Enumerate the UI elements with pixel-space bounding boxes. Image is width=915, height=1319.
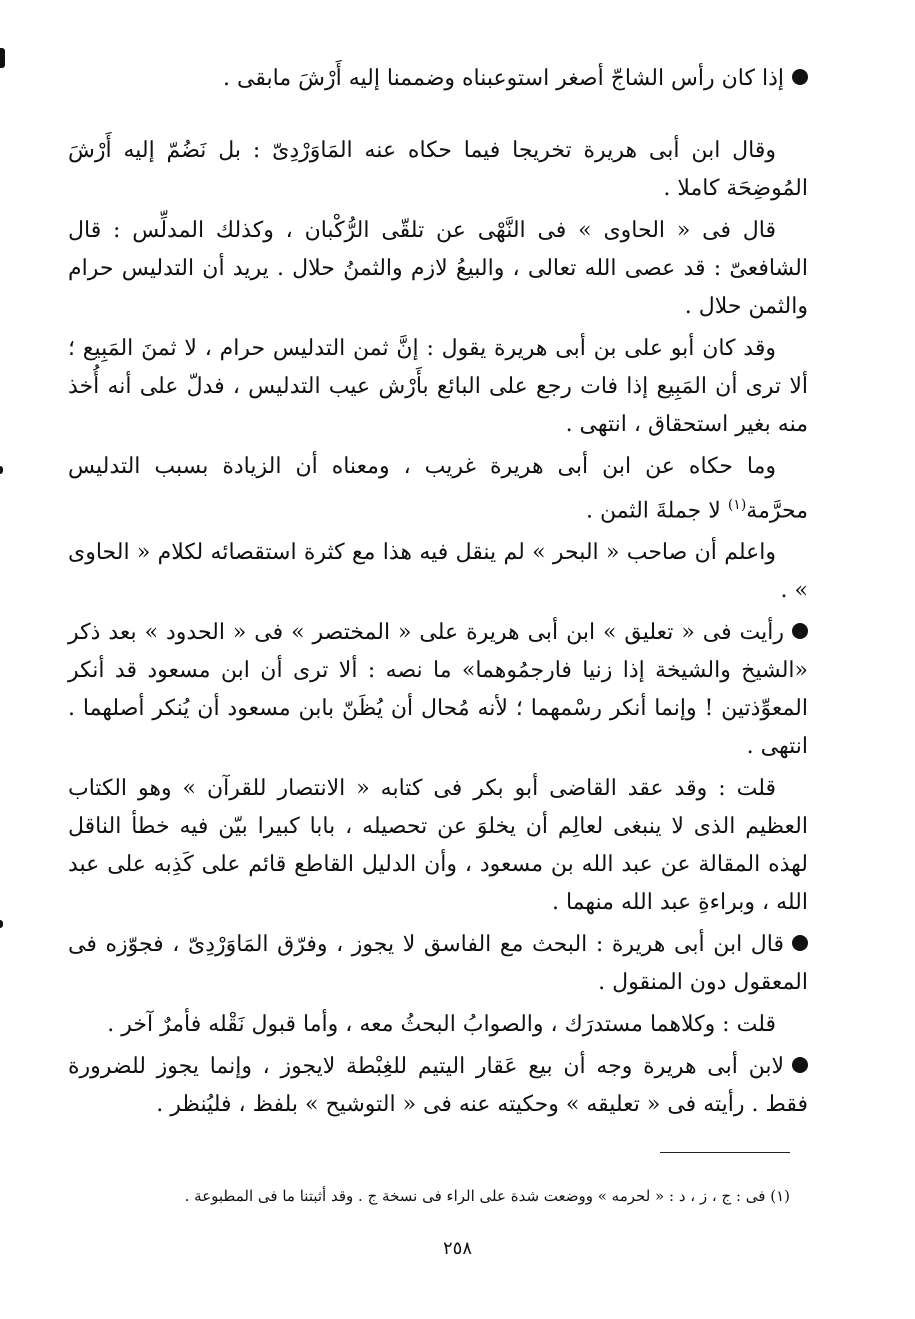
paragraph-text: لا جملةَ الثمن .: [585, 498, 728, 524]
paragraph-text: وقال ابن أبى هريرة تخريجا فيما حكاه عنه المَاوَرْدِىّ : بل نَضُمّ إليه أَرْشَ المُوضِحَة كاملا .: [68, 138, 808, 201]
paragraph-text: قال ابن أبى هريرة : البحث مع الفاسق لا يجوز ، وفرّق المَاوَرْدِىّ ، فجوّزه فى المعقول دون المنقول .: [68, 932, 808, 996]
paragraph: [68, 926, 808, 1002]
paragraph: [68, 770, 808, 922]
paragraph-text: وقد كان أبو على بن أبى هريرة يقول : إنَّ ثمن التدليس حرام ، لا ثمنَ المَبِيع ؛ ألا ترى أن المَبِيع إذا فات رجع على البائع بأَرْش عيب التدليس ، فدلّ على أنه أُخذ منه بغير استحقاق ، انتهى .: [68, 336, 808, 437]
paragraph: [68, 448, 808, 530]
paragraph: [68, 614, 808, 766]
paragraph-text: رأيت فى « تعليق » ابن أبى هريرة على « المختصر » فى « الحدود » بعد ذكر «الشيخ والشيخة إذا زنيا فارجمُوهما» ما نصه : ألا ترى أن ابن مسعود قد أنكر المعوِّذتين ! وإنما أنكر رسْمهما ؛ لأنه مُحال أن يُظَنّ بابن مسعود أن يُنكر أصلهما . انتهى .: [68, 620, 808, 760]
paragraph: [68, 60, 808, 98]
bullet-icon: [792, 69, 808, 85]
paragraph: [68, 212, 808, 326]
bullet-icon: [792, 623, 808, 639]
spacer: [68, 102, 808, 132]
paragraph-text: واعلم أن صاحب « البحر » لم ينقل فيه هذا مع كثرة استقصائه لكلام « الحاوى » .: [68, 540, 808, 604]
paragraph: [68, 132, 808, 208]
paragraph-text: قلت : وقد عقد القاضى أبو بكر فى كتابه « الانتصار للقرآن » وهو الكتاب العظيم الذى لا ينبغى لعالِم أن يخلوَ عن تحصيله ، بابا كبيرا بيّن فيه خطأ الناقل لهذه المقالة عن عبد الله بن مسعود ، وأن الدليل القاطع قائم على كَذِبه على عبد الله ، وبراءةِ عبد الله منهما .: [68, 776, 808, 916]
paragraph: [68, 1006, 808, 1044]
paragraph: [68, 1048, 808, 1124]
footnote: (١) فى : ج ، ز ، د : « لحرمه » ووضعت شدة على الراء فى نسخة ج . وقد أثبتنا ما فى المطبوعة .: [184, 1187, 790, 1205]
footnote-divider: [660, 1152, 790, 1153]
paragraph-text: قال فى « الحاوى » فى النَّهْى عن تلقّى الرُّكْبان ، وكذلك المدلِّس : قال الشافعىّ : قد عصى الله تعالى ، والبيعُ لازم والثمنُ حلال . يريد أن التدليس حرام والثمن حلال .: [68, 218, 809, 319]
paragraph: [68, 534, 808, 610]
page-edge-mark: [0, 48, 5, 68]
paragraph-text: إذا كان رأس الشاجّ أصغر استوعبناه وضممنا إليه أَرْشَ مابقى .: [223, 66, 784, 91]
paragraph: [68, 330, 808, 444]
page-number: ٢٥٨: [442, 1238, 472, 1259]
paragraph-text: لابن أبى هريرة وجه أن بيع عَقار اليتيم للغِبْطة لايجوز ، وإنما يجوز للضرورة فقط . رأيته فى « تعليقه » وحكيته عنه فى « التوشيح » بلفظ ، فليُنظر .: [68, 1054, 808, 1118]
page-edge-mark: [0, 466, 3, 474]
paragraph-text: وما حكاه عن ابن أبى هريرة غريب ، ومعناه أن الزيادة بسبب التدليس محرَّمة: [68, 454, 808, 524]
bullet-icon: [792, 935, 808, 951]
footnote-marker: (١): [727, 497, 747, 513]
bullet-icon: [792, 1057, 808, 1073]
paragraph-text: قلت : وكلاهما مستدرَك ، والصوابُ البحثُ معه ، وأما قبول نَقْله فأمرٌ آخر .: [107, 1012, 776, 1038]
page-edge-mark: [0, 920, 3, 928]
main-text: [68, 60, 808, 1128]
